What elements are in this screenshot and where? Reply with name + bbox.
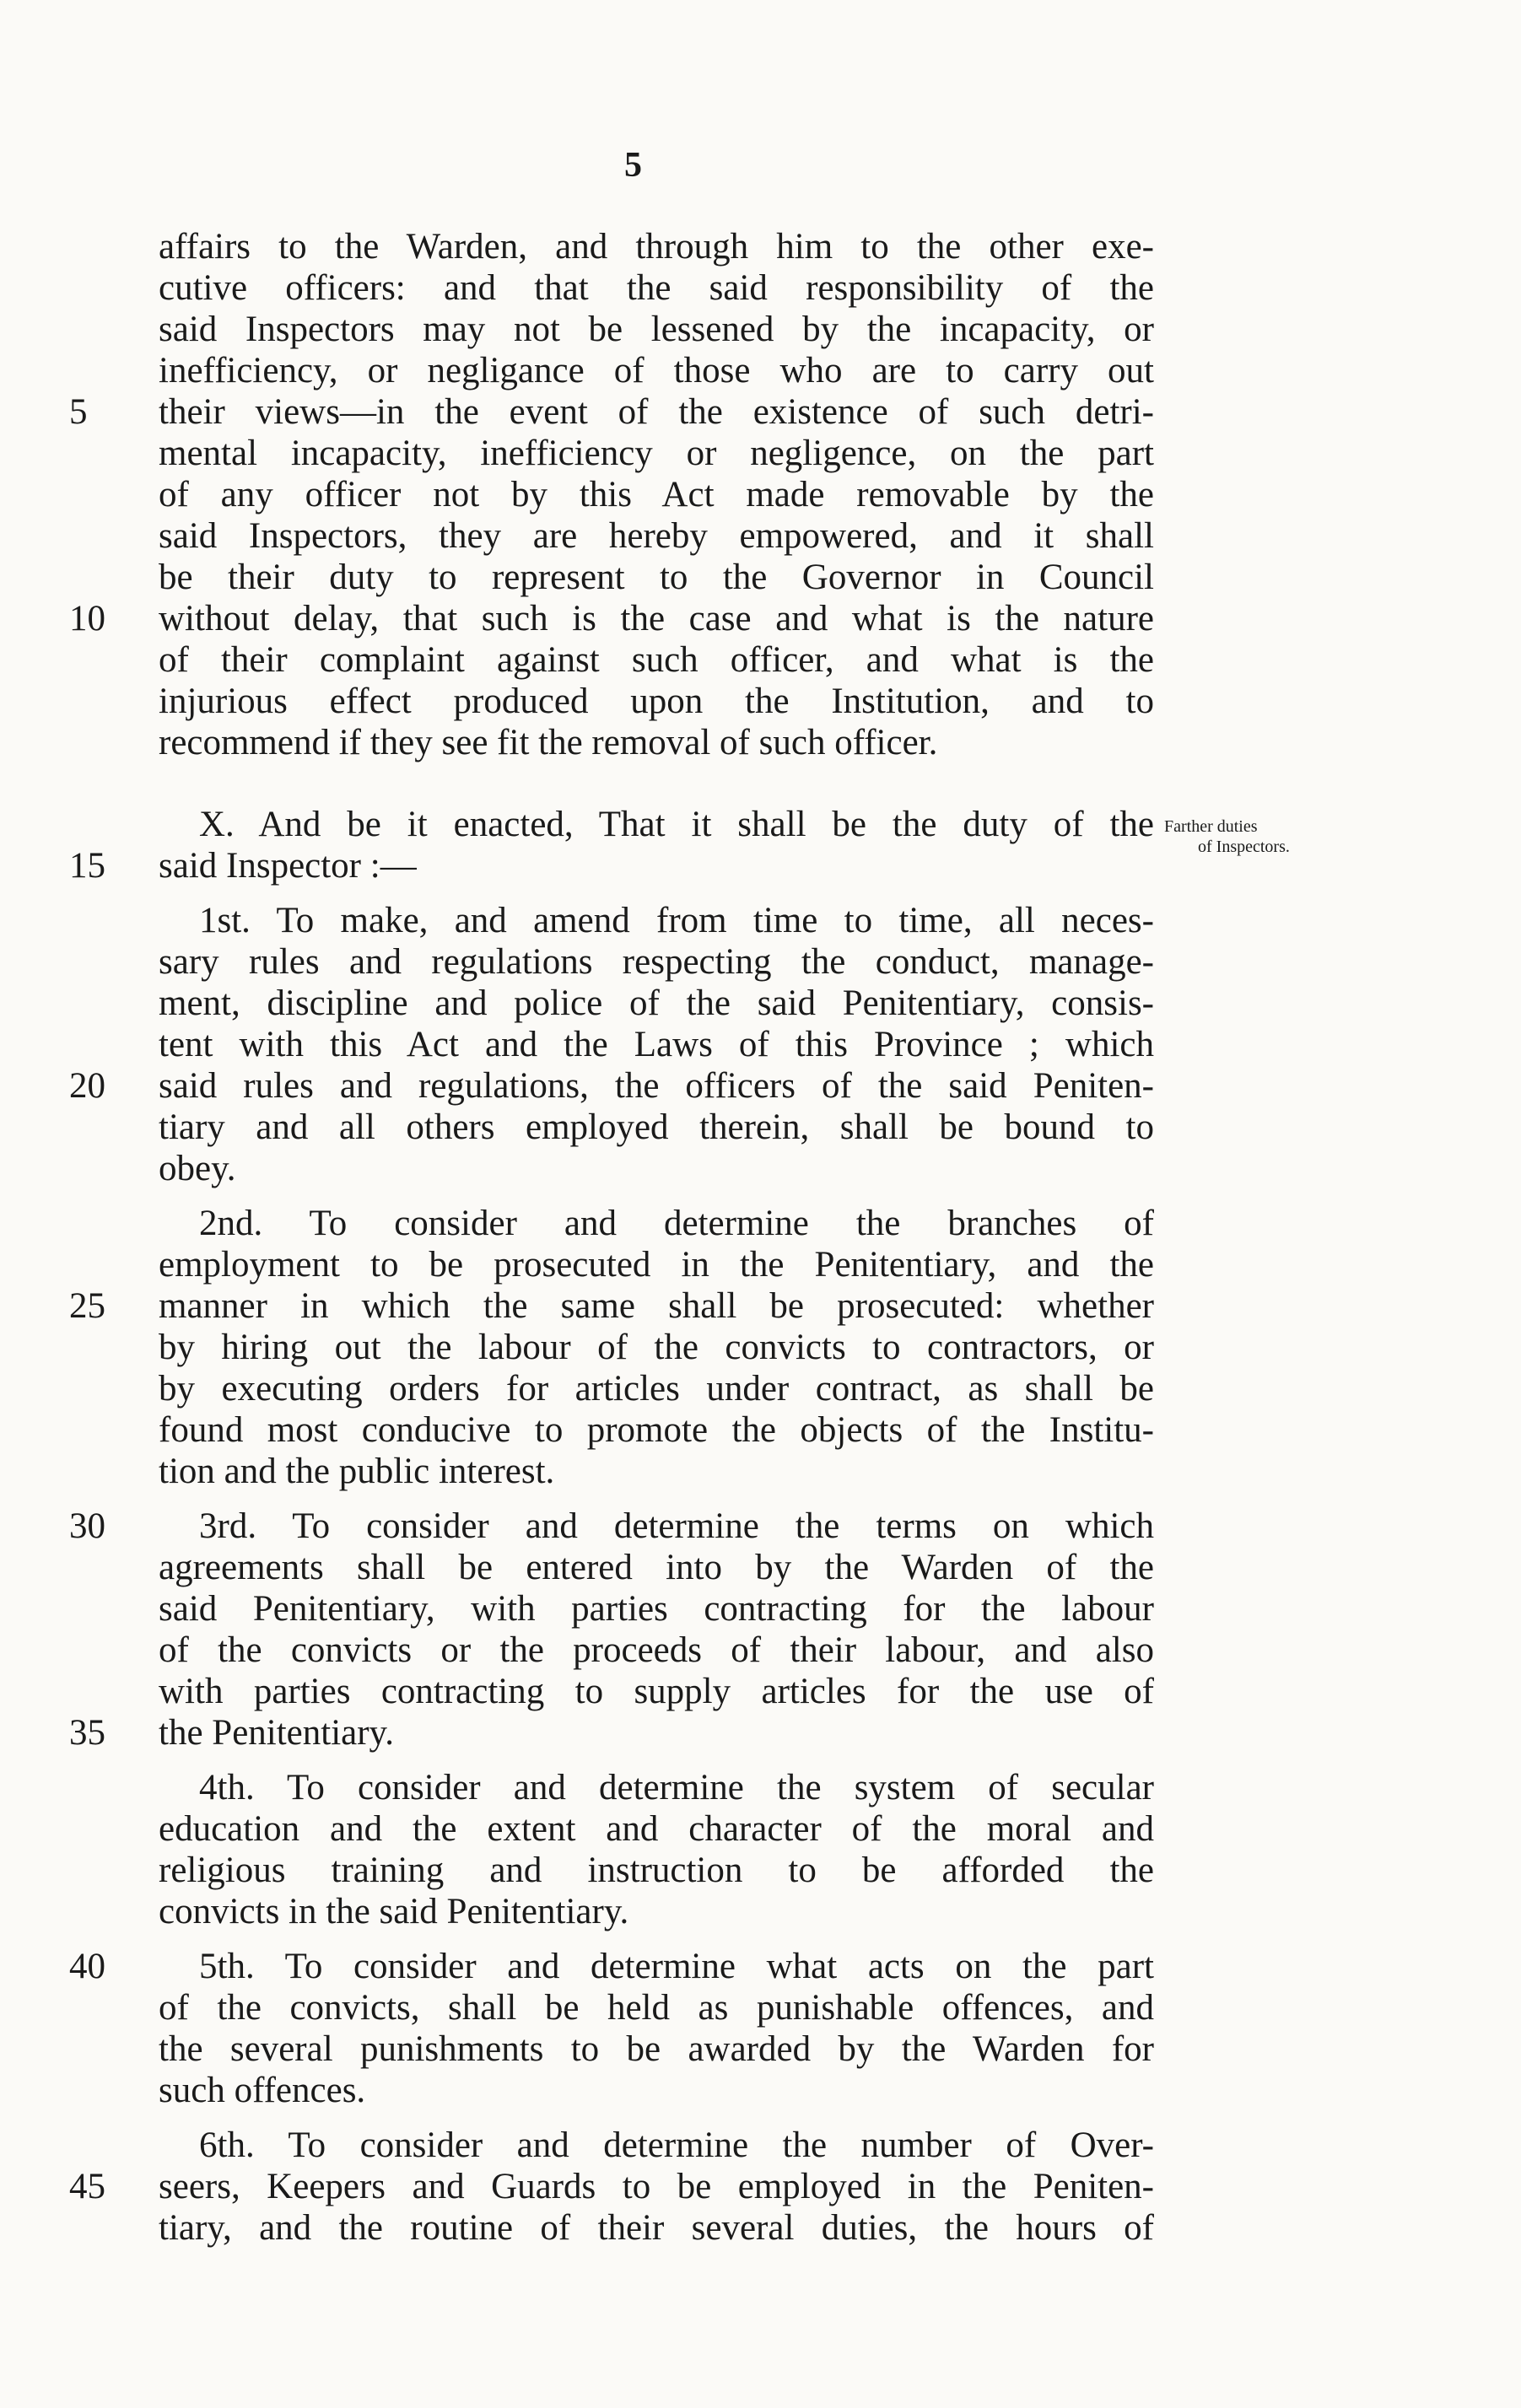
text-line: manner in which the same shall be prosecuted: whether bbox=[159, 1286, 1154, 1326]
line-number: 45 bbox=[69, 2167, 105, 2206]
text-line: sary rules and regulations respecting the conduct, manage- bbox=[159, 942, 1154, 982]
text-line: 6th. To consider and determine the number of Over- bbox=[199, 2125, 1154, 2165]
text-line: with parties contracting to supply articles for the use of bbox=[159, 1672, 1154, 1711]
text-line: injurious effect produced upon the Institution, and to bbox=[159, 681, 1154, 721]
text-line: their views—in the event of the existence of such detri- bbox=[159, 392, 1154, 432]
text-line: said rules and regulations, the officers of the said Peniten- bbox=[159, 1066, 1154, 1106]
page-number: 5 bbox=[624, 146, 642, 185]
section-heading-line: X. And be it enacted, That it shall be the duty of the bbox=[199, 805, 1154, 844]
text-line: tiary, and the routine of their several duties, the hours of bbox=[159, 2208, 1154, 2248]
line-number: 10 bbox=[69, 599, 105, 638]
text-line: of the convicts, shall be held as punishable offences, and bbox=[159, 1988, 1154, 2028]
text-line: education and the extent and character of the moral and bbox=[159, 1809, 1154, 1849]
text-line: agreements shall be entered into by the Warden of the bbox=[159, 1548, 1154, 1587]
text-line: said Penitentiary, with parties contracting for the labour bbox=[159, 1589, 1154, 1629]
margin-note bbox=[1164, 816, 1358, 857]
text-line: 2nd. To consider and determine the branches of bbox=[199, 1204, 1154, 1243]
text-line: of the convicts or the proceeds of their labour, and also bbox=[159, 1630, 1154, 1670]
text-line: of any officer not by this Act made removable by the bbox=[159, 475, 1154, 514]
text-line: convicts in the said Penitentiary. bbox=[159, 1892, 629, 1931]
line-number: 20 bbox=[69, 1066, 105, 1106]
line-number: 25 bbox=[69, 1286, 105, 1326]
text-line: 4th. To consider and determine the system of secular bbox=[199, 1768, 1154, 1807]
text-line: inefficiency, or negligance of those who are to carry out bbox=[159, 351, 1154, 391]
line-number: 35 bbox=[69, 1713, 105, 1753]
text-line: said Inspectors may not be lessened by the incapacity, or bbox=[159, 310, 1154, 349]
text-line: such offences. bbox=[159, 2071, 366, 2110]
line-number: 15 bbox=[69, 846, 105, 886]
text-line: by executing orders for articles under contract, as shall be bbox=[159, 1369, 1154, 1409]
text-line: seers, Keepers and Guards to be employed in the Peniten- bbox=[159, 2167, 1154, 2206]
text-line: ment, discipline and police of the said Penitentiary, consis- bbox=[159, 983, 1154, 1023]
text-line: the Penitentiary. bbox=[159, 1713, 395, 1753]
text-line: mental incapacity, inefficiency or negligence, on the part bbox=[159, 434, 1154, 473]
line-number: 5 bbox=[69, 392, 88, 432]
text-line: said Inspector :— bbox=[159, 846, 417, 886]
text-line: the several punishments to be awarded by the Warden for bbox=[159, 2029, 1154, 2069]
text-line: cutive officers: and that the said responsibility of the bbox=[159, 268, 1154, 308]
text-line: found most conducive to promote the objects of the Institu- bbox=[159, 1410, 1154, 1450]
margin-note-line: of Inspectors. bbox=[1198, 838, 1290, 856]
margin-note-line: Farther duties bbox=[1164, 817, 1258, 836]
text-line: religious training and instruction to be afforded the bbox=[159, 1850, 1154, 1890]
text-line: affairs to the Warden, and through him to the other exe- bbox=[159, 227, 1154, 267]
line-number: 40 bbox=[69, 1947, 105, 1986]
text-line: of their complaint against such officer, and what is the bbox=[159, 640, 1154, 680]
text-line: without delay, that such is the case and what is the nature bbox=[159, 599, 1154, 638]
text-line: tent with this Act and the Laws of this Province ; which bbox=[159, 1025, 1154, 1064]
text-line: 1st. To make, and amend from time to time, all neces- bbox=[199, 901, 1154, 940]
text-line: recommend if they see fit the removal of such officer. bbox=[159, 723, 938, 762]
text-line: 5th. To consider and determine what acts on the part bbox=[199, 1947, 1154, 1986]
text-line: said Inspectors, they are hereby empowered, and it shall bbox=[159, 516, 1154, 556]
line-number: 30 bbox=[69, 1506, 105, 1546]
text-line: tiary and all others employed therein, shall be bound to bbox=[159, 1107, 1154, 1147]
text-line: tion and the public interest. bbox=[159, 1452, 555, 1491]
text-line: be their duty to represent to the Governor in Council bbox=[159, 558, 1154, 597]
text-line: by hiring out the labour of the convicts to contractors, or bbox=[159, 1328, 1154, 1367]
text-line: obey. bbox=[159, 1149, 236, 1188]
text-line: employment to be prosecuted in the Penitentiary, and the bbox=[159, 1245, 1154, 1285]
text-line: 3rd. To consider and determine the terms on which bbox=[199, 1506, 1154, 1546]
